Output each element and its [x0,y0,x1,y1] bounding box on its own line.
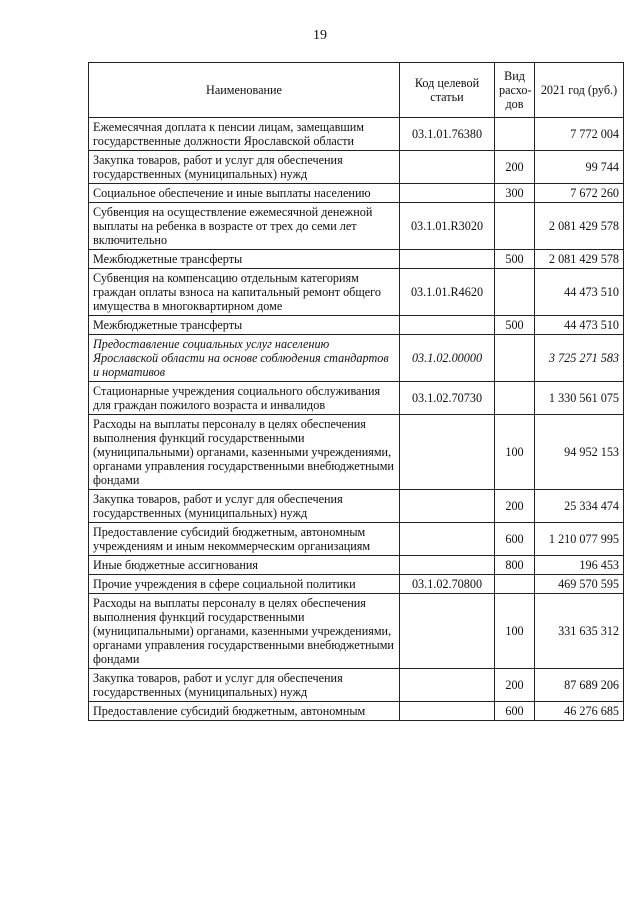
row-code-cell [400,702,495,721]
table-row [89,335,624,382]
row-kind-cell [495,269,535,316]
row-amount-cell: 196 453 [535,556,624,575]
row-kind-cell: 500 [495,316,535,335]
header-kind: Вид расхо-дов [495,63,535,118]
row-amount-cell: 2 081 429 578 [535,250,624,269]
row-kind-cell: 300 [495,184,535,203]
row-kind-cell [495,118,535,151]
row-amount-cell: 44 473 510 [535,269,624,316]
row-kind-cell: 500 [495,250,535,269]
row-amount-cell: 331 635 312 [535,594,624,669]
row-name-cell: Закупка товаров, работ и услуг для обеспечения государственных (муниципальных) нужд [89,490,400,523]
row-kind-cell: 200 [495,490,535,523]
row-code-cell: 03.1.02.70800 [400,575,495,594]
table-header-row [89,63,624,118]
table-row [89,118,624,151]
row-code-cell [400,556,495,575]
row-amount-cell: 1 210 077 995 [535,523,624,556]
table-row [89,316,624,335]
row-code-cell [400,669,495,702]
row-code-cell: 03.1.02.70730 [400,382,495,415]
table-row [89,382,624,415]
row-kind-cell [495,335,535,382]
row-name-cell: Иные бюджетные ассигнования [89,556,400,575]
row-code-cell [400,316,495,335]
row-amount-cell: 469 570 595 [535,575,624,594]
table-row [89,184,624,203]
row-code-cell [400,151,495,184]
row-kind-cell: 600 [495,523,535,556]
row-code-cell [400,490,495,523]
row-name-cell: Стационарные учреждения социального обслуживания для граждан пожилого возраста и инвалидов [89,382,400,415]
row-amount-cell: 3 725 271 583 [535,335,624,382]
row-code-cell [400,523,495,556]
table-row [89,250,624,269]
table-row [89,594,624,669]
row-name-cell: Межбюджетные трансферты [89,250,400,269]
header-code: Код целевой статьи [400,63,495,118]
table-row [89,669,624,702]
row-name-cell: Закупка товаров, работ и услуг для обеспечения государственных (муниципальных) нужд [89,151,400,184]
row-name-cell: Расходы на выплаты персоналу в целях обеспечения выполнения функций государственными (муниципальными) органами, казенными учреждениями, органами управления государственными внебюджетными фондами [89,415,400,490]
row-code-cell [400,594,495,669]
row-code-cell: 03.1.01.R4620 [400,269,495,316]
row-name-cell: Предоставление социальных услуг населению Ярославской области на основе соблюдения стандартов и нормативов [89,335,400,382]
table-row [89,523,624,556]
row-code-cell [400,250,495,269]
row-name-cell: Прочие учреждения в сфере социальной политики [89,575,400,594]
table-row [89,702,624,721]
row-amount-cell: 7 672 260 [535,184,624,203]
budget-table [88,62,624,721]
table-row [89,490,624,523]
row-name-cell: Социальное обеспечение и иные выплаты населению [89,184,400,203]
table-row [89,415,624,490]
row-amount-cell: 46 276 685 [535,702,624,721]
row-name-cell: Предоставление субсидий бюджетным, автономным учреждениям и иным некоммерческим организациям [89,523,400,556]
table-row [89,151,624,184]
row-amount-cell: 25 334 474 [535,490,624,523]
table-row [89,203,624,250]
table-row [89,556,624,575]
row-name-cell: Субвенция на компенсацию отдельным категориям граждан оплаты взноса на капитальный ремонт общего имущества в многоквартирном доме [89,269,400,316]
row-code-cell: 03.1.01.R3020 [400,203,495,250]
row-kind-cell [495,382,535,415]
row-name-cell: Ежемесячная доплата к пенсии лицам, замещавшим государственные должности Ярославской области [89,118,400,151]
row-name-cell: Предоставление субсидий бюджетным, автономным [89,702,400,721]
row-code-cell [400,415,495,490]
row-amount-cell: 1 330 561 075 [535,382,624,415]
header-name: Наименование [89,63,400,118]
row-amount-cell: 44 473 510 [535,316,624,335]
row-kind-cell: 200 [495,669,535,702]
row-kind-cell: 200 [495,151,535,184]
row-amount-cell: 94 952 153 [535,415,624,490]
row-amount-cell: 7 772 004 [535,118,624,151]
row-amount-cell: 87 689 206 [535,669,624,702]
row-code-cell: 03.1.02.00000 [400,335,495,382]
row-kind-cell: 100 [495,415,535,490]
row-kind-cell [495,575,535,594]
table-row [89,269,624,316]
row-name-cell: Субвенция на осуществление ежемесячной денежной выплаты на ребенка в возрасте от трех до семи лет включительно [89,203,400,250]
table-row [89,575,624,594]
row-kind-cell [495,203,535,250]
page-number: 19 [313,28,327,43]
row-amount-cell: 99 744 [535,151,624,184]
row-kind-cell: 600 [495,702,535,721]
row-code-cell: 03.1.01.76380 [400,118,495,151]
row-amount-cell: 2 081 429 578 [535,203,624,250]
row-kind-cell: 100 [495,594,535,669]
row-name-cell: Расходы на выплаты персоналу в целях обеспечения выполнения функций государственными (муниципальными) органами, казенными учреждениями, органами управления государственными внебюджетными фондами [89,594,400,669]
row-name-cell: Межбюджетные трансферты [89,316,400,335]
row-code-cell [400,184,495,203]
row-kind-cell: 800 [495,556,535,575]
row-name-cell: Закупка товаров, работ и услуг для обеспечения государственных (муниципальных) нужд [89,669,400,702]
header-amount: 2021 год (руб.) [535,63,624,118]
